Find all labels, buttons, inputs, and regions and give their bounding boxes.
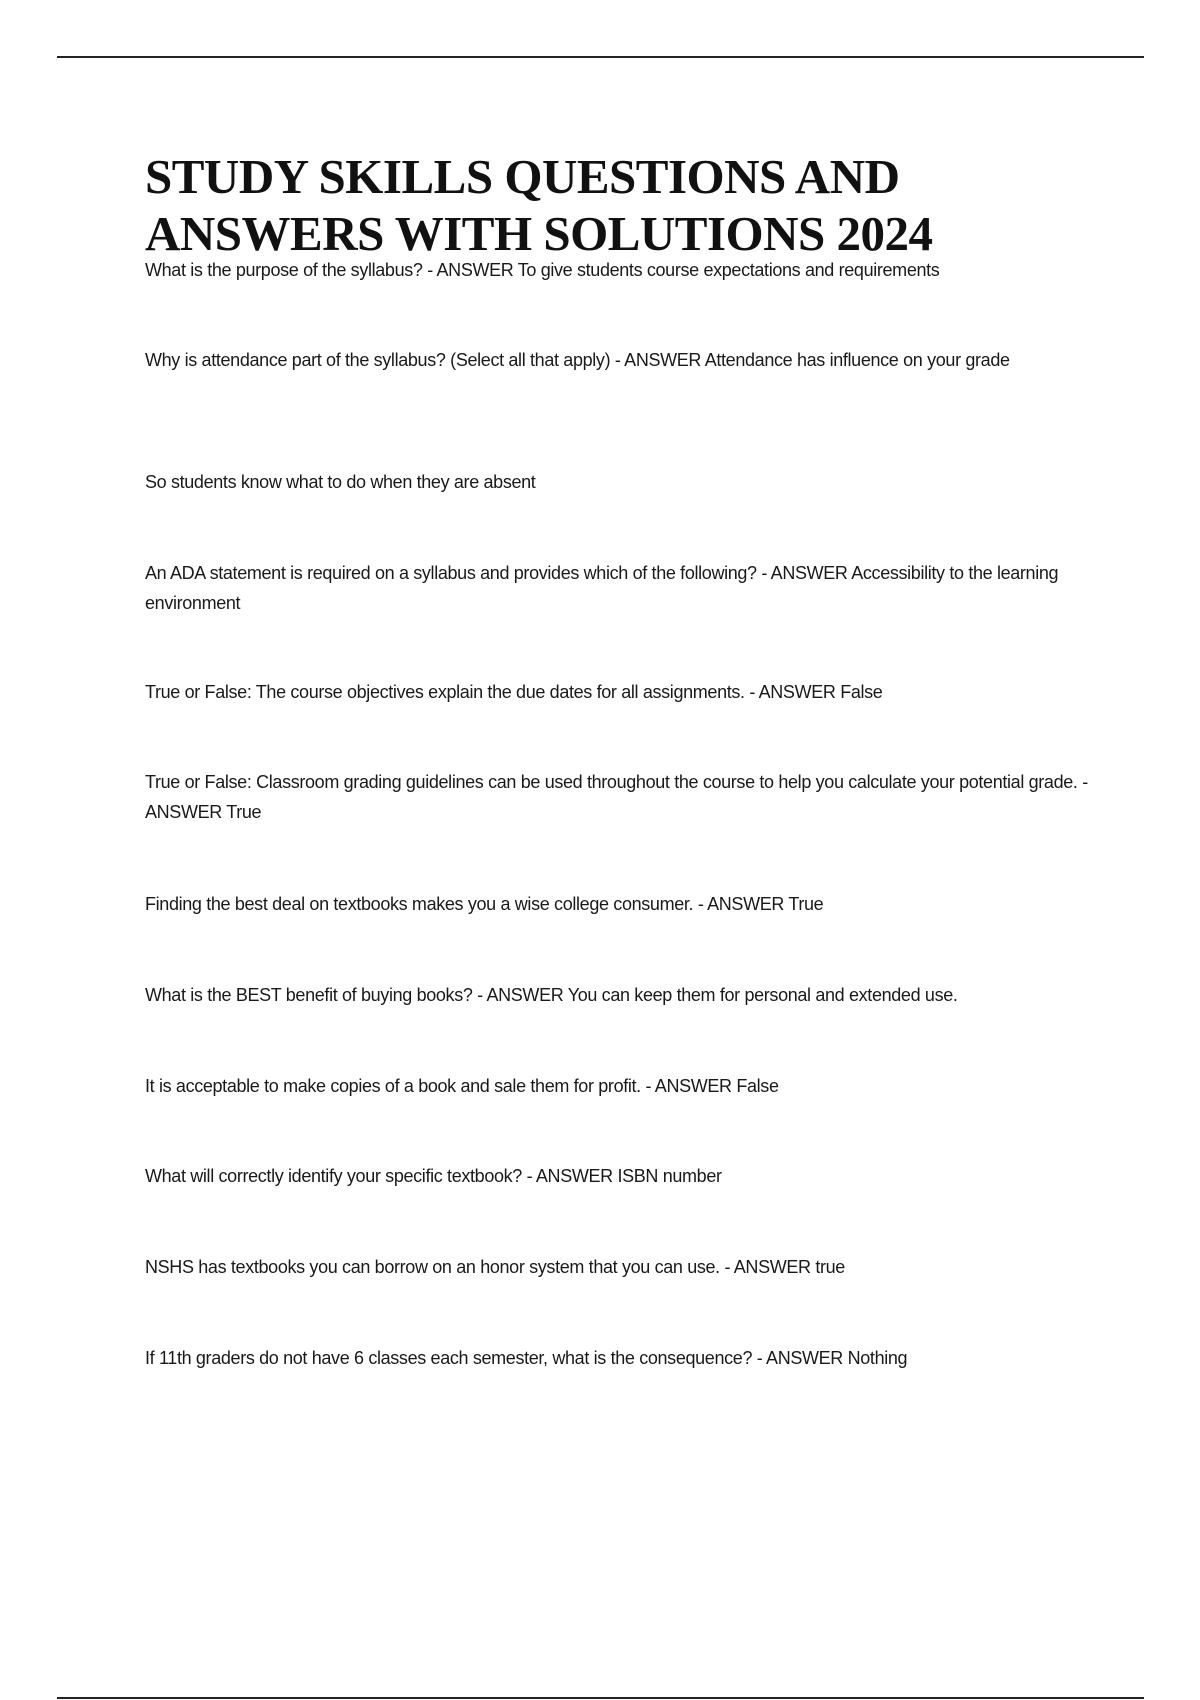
qa-entry: What is the BEST benefit of buying books? - ANSWER You can keep them for personal and extended use.	[145, 985, 958, 1005]
qa-entry: True or False: Classroom grading guidelines can be used throughout the course to help you calculate your potential grade. - ANSWER True	[145, 772, 1088, 822]
qa-entry: Why is attendance part of the syllabus? (Select all that apply) - ANSWER Attendance has influence on your grade	[145, 350, 1010, 370]
header-rule	[57, 56, 1144, 58]
qa-entry: An ADA statement is required on a syllabus and provides which of the following? - ANSWER Accessibility to the learning environment	[145, 563, 1059, 613]
qa-entry: So students know what to do when they are absent	[145, 472, 536, 492]
qa-entry: It is acceptable to make copies of a book and sale them for profit. - ANSWER False	[145, 1076, 779, 1096]
document-title: STUDY SKILLS QUESTIONS AND ANSWERS WITH SOLUTIONS 2024	[145, 149, 933, 261]
qa-entry: What will correctly identify your specific textbook? - ANSWER ISBN number	[145, 1166, 722, 1186]
qa-entry: True or False: The course objectives explain the due dates for all assignments. - ANSWER False	[145, 682, 883, 702]
qa-entry: Finding the best deal on textbooks makes you a wise college consumer. - ANSWER True	[145, 894, 824, 914]
qa-entry: NSHS has textbooks you can borrow on an honor system that you can use. - ANSWER true	[145, 1257, 845, 1277]
qa-entry: If 11th graders do not have 6 classes each semester, what is the consequence? - ANSWER Nothing	[145, 1348, 908, 1368]
qa-entry: What is the purpose of the syllabus? - ANSWER To give students course expectations and requirements	[145, 260, 940, 280]
footer-rule	[57, 1697, 1144, 1699]
